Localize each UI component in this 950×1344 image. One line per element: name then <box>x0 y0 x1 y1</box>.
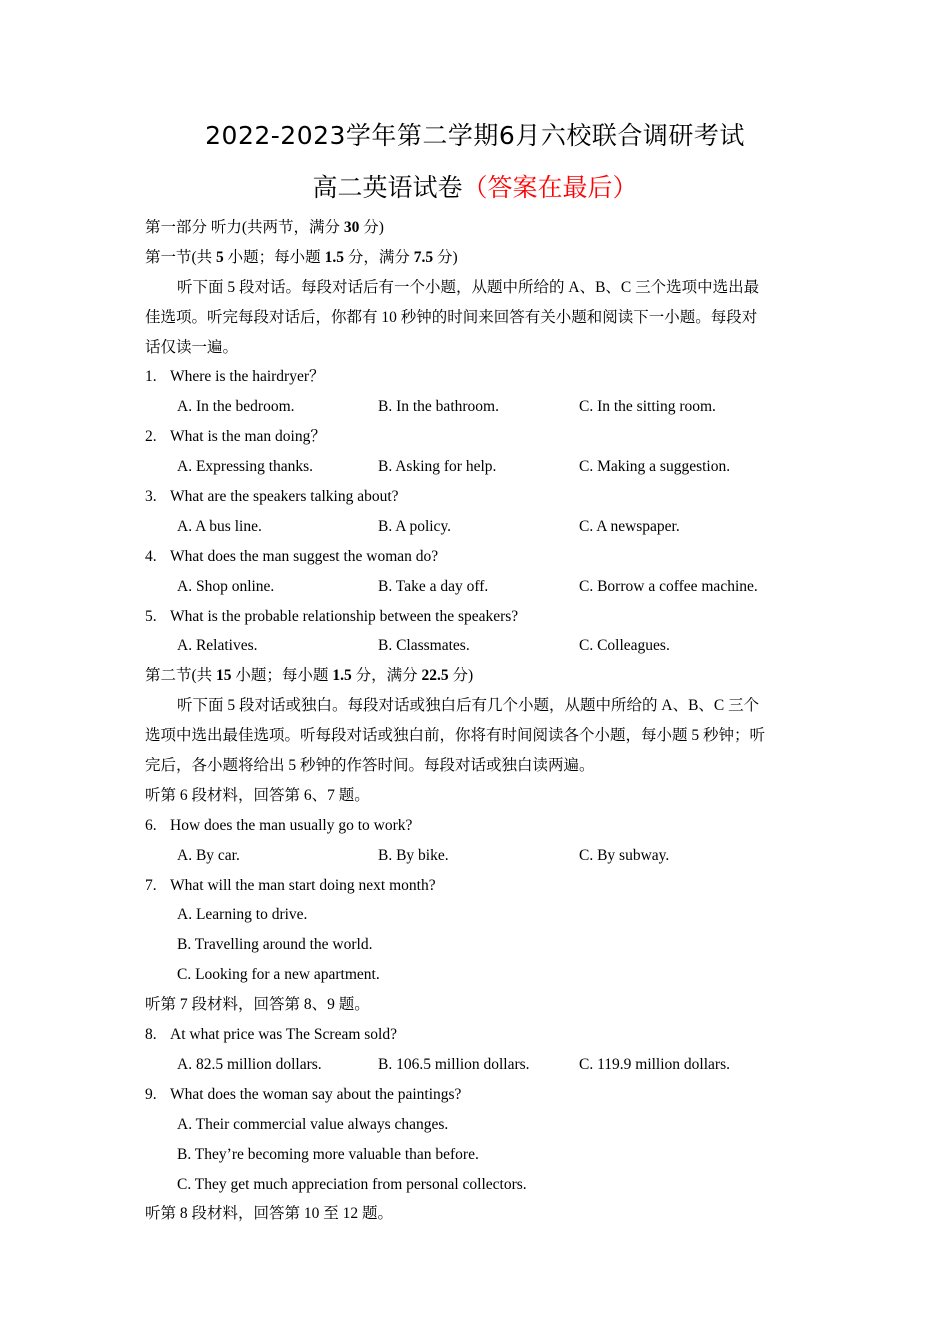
option-b: B. A policy. <box>378 517 452 535</box>
option-c: C. Colleagues. <box>579 637 670 655</box>
section1-instructions-line: 话仅读一遍。 <box>145 338 239 356</box>
exam-title: 2022-2023学年第二学期6月六校联合调研考试 <box>205 121 745 150</box>
section1-instructions-line: 佳选项。听完每段对话后，你都有 10 秒钟的时间来回答有关小题和阅读下一小题。每段对 <box>145 308 758 326</box>
option-a: A. By car. <box>177 846 240 864</box>
options-row <box>145 1050 810 1080</box>
part1-heading: 第一部分 听力(共两节，满分 30 分) <box>145 219 384 236</box>
material-intro: 听第 7 段材料，回答第 8、9 题。 <box>145 996 370 1014</box>
option-b: B. In the bathroom. <box>378 398 499 416</box>
option-a: A. Their commercial value always changes. <box>177 1115 449 1133</box>
option-a: A. Shop online. <box>177 577 275 595</box>
option-b: B. By bike. <box>378 846 449 864</box>
option-b: B. They’re becoming more valuable than before. <box>177 1145 479 1163</box>
options-row <box>145 841 810 871</box>
option-a: A. Learning to drive. <box>177 906 308 924</box>
question: 2. What is the man doing？ <box>145 428 326 446</box>
question: 3. What are the speakers talking about? <box>145 488 399 506</box>
option-b: B. Classmates. <box>378 637 470 655</box>
option-b: B. Travelling around the world. <box>177 936 373 954</box>
section1-instructions-line: 听下面 5 段对话。每段对话后有一个小题，从题中所给的 A、B、C 三个选项中选出最 <box>177 278 760 296</box>
option-c: C. By subway. <box>579 846 670 864</box>
section2-instructions-line: 完后，各小题将给出 5 秒钟的作答时间。每段对话或独白读两遍。 <box>145 757 595 775</box>
option-a: A. 82.5 million dollars. <box>177 1055 322 1073</box>
material-intro: 听第 8 段材料，回答第 10 至 12 题。 <box>145 1205 394 1223</box>
option-c: C. They get much appreciation from personal collectors. <box>177 1175 527 1193</box>
option-c: C. 119.9 million dollars. <box>579 1055 730 1073</box>
paper-title-main: 高二英语试卷 <box>312 173 463 202</box>
section2-instructions-line: 听下面 5 段对话或独白。每段对话或独白后有几个小题，从题中所给的 A、B、C 三个 <box>177 697 760 715</box>
option-c: C. Making a suggestion. <box>579 458 731 476</box>
option-b: B. Take a day off. <box>378 577 489 595</box>
question: 6. How does the man usually go to work? <box>145 816 413 834</box>
option-a: A. A bus line. <box>177 517 262 535</box>
section2-instructions-line: 选项中选出最佳选项。听每段对话或独白前，你将有时间阅读各个小题，每小题 5 秒钟；听 <box>145 727 766 745</box>
option-b: B. Asking for help. <box>378 458 497 476</box>
options-row <box>145 392 810 422</box>
option-b: B. 106.5 million dollars. <box>378 1055 530 1073</box>
question: 4. What does the man suggest the woman do? <box>145 547 439 565</box>
options-row <box>145 631 810 661</box>
question: 1. Where is the hairdryer？ <box>145 368 325 386</box>
section2-heading: 第二节(共 15 小题；每小题 1.5 分，满分 22.5 分) <box>145 667 474 685</box>
question: 7. What will the man start doing next month? <box>145 876 436 894</box>
option-a: A. In the bedroom. <box>177 398 295 416</box>
question: 5. What is the probable relationship between the speakers? <box>145 607 519 625</box>
options-row <box>145 452 810 482</box>
question: 9. What does the woman say about the paintings? <box>145 1085 462 1103</box>
options-row <box>145 572 810 602</box>
question: 8. At what price was The Scream sold? <box>145 1026 397 1044</box>
option-c: C. A newspaper. <box>579 517 680 535</box>
paper-title <box>0 168 950 204</box>
exam-content <box>145 213 810 1229</box>
option-a: A. Expressing thanks. <box>177 458 314 476</box>
answer-note: （答案在最后） <box>462 173 638 202</box>
options-row <box>145 512 810 542</box>
option-c: C. Looking for a new apartment. <box>177 966 380 984</box>
option-a: A. Relatives. <box>177 637 258 655</box>
material-intro: 听第 6 段材料，回答第 6、7 题。 <box>145 786 370 804</box>
option-c: C. In the sitting room. <box>579 398 716 416</box>
option-c: C. Borrow a coffee machine. <box>579 577 758 595</box>
section1-heading: 第一节(共 5 小题；每小题 1.5 分，满分 7.5 分) <box>145 248 458 266</box>
